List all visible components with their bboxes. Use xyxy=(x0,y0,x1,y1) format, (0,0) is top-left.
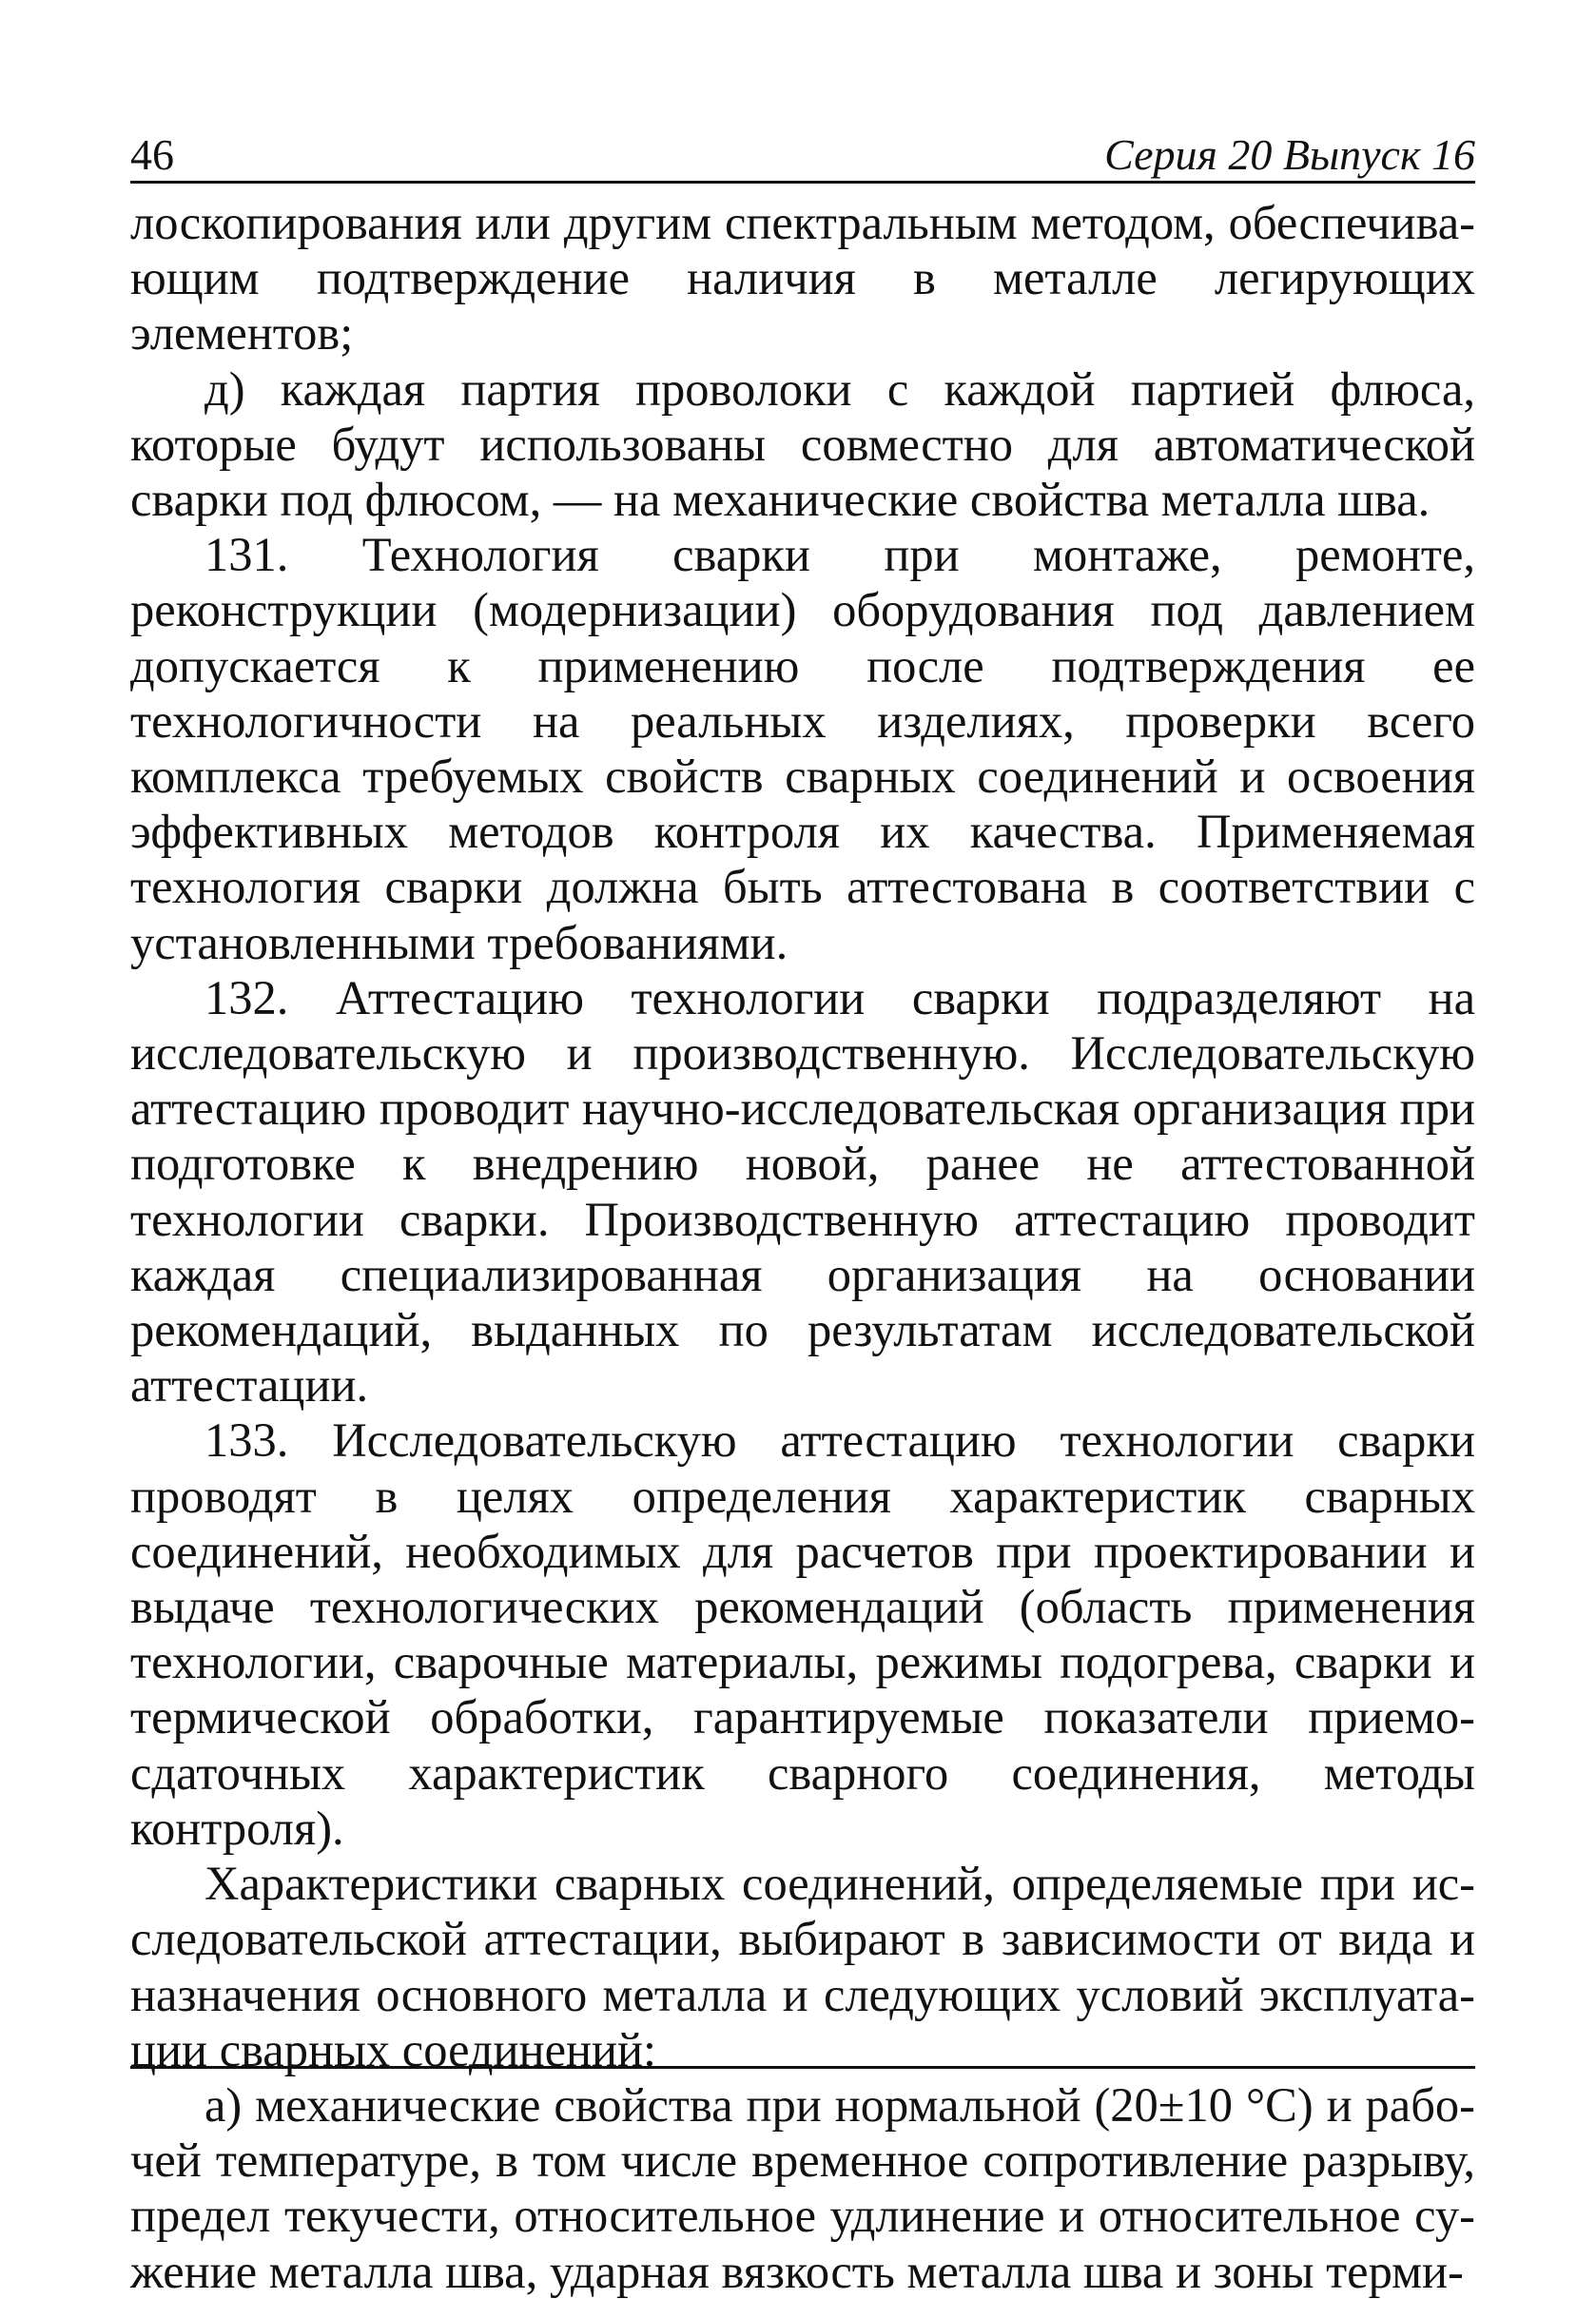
paragraph-characteristics: Характеристики сварных соединений, определяемые при исследовательской аттестации, выбирают в зависимости от вида и назначения основного металла и следующих условий эксплуатации сварных соединений: xyxy=(130,1857,1475,2076)
series-title: Серия 20 Выпуск 16 xyxy=(1104,130,1475,179)
body-text xyxy=(130,195,1475,2299)
running-header xyxy=(130,124,1475,184)
paragraph-continuation: лоскопирования или другим спектральным методом, обеспечивающим подтверждение наличия в металле легирующих элементов; xyxy=(130,196,1475,360)
document-page xyxy=(130,124,1475,2299)
paragraph-item-a: а) механические свойства при нормальной (20±10 °С) и рабочей температуре, в том числе временное сопротивление разрыву, предел текучести, относительное удлинение и относительное сужение металла шва, ударная вязкость металла шва и зоны терми- xyxy=(130,2077,1475,2298)
footer-divider xyxy=(130,2066,1475,2069)
paragraph-131: 131. Технология сварки при монтаже, ремонте, реконструкции (модернизации) оборудования под давлением допускается к применению после подтверждения ее технологичности на реальных изделиях, проверки всего комплекса требуемых свойств сварных соединений и освоения эффективных методов контроля их качества. Применяемая технология сварки должна быть аттестована в соответствии с установленными требованиями. xyxy=(130,528,1475,969)
paragraph-133: 133. Исследовательскую аттестацию технологии сварки проводят в целях определения характеристик сварных соединений, необходимых для расчетов при проектировании и выдаче технологических рекомендаций (область применения технологии, сварочные материалы, режимы подогрева, сварки и термической обработки, гарантируемые показатели приемо-сдаточных характеристик сварного соединения, методы контроля). xyxy=(130,1413,1475,1855)
page-number: 46 xyxy=(130,130,174,179)
paragraph-132: 132. Аттестацию технологии сварки подразделяют на исследовательскую и производственную. Исследовательскую аттестацию проводит научно-исследовательская организация при подготовке к внедрению новой, ранее не аттестованной технологии сварки. Производственную аттестацию проводит каждая специализированная организация на основании рекомендаций, выданных по результатам исследовательской аттестации. xyxy=(130,970,1475,1413)
paragraph-item-d: д) каждая партия проволоки с каждой партией флюса, которые будут использованы совместно для автоматической сварки под флюсом, — на механические свойства металла шва. xyxy=(130,361,1475,527)
